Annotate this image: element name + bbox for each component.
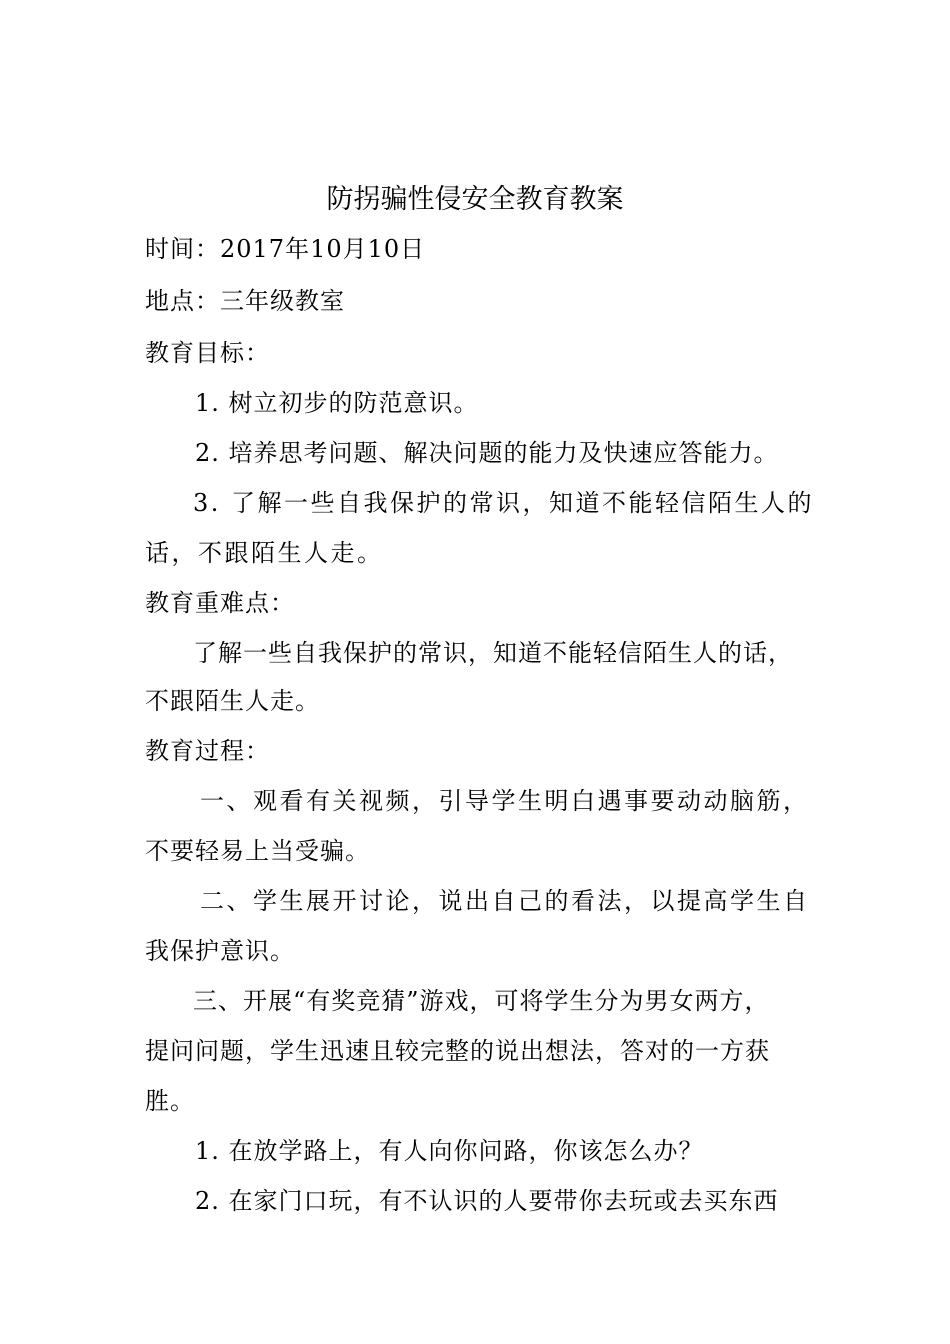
process-heading: 教育过程： <box>145 737 270 765</box>
key-points-heading: 教育重难点： <box>145 589 295 617</box>
process-step-1-line-2: 不要轻易上当受骗。 <box>145 837 370 865</box>
process-step-1-line-1: 一、观看有关视频，引导学生明白遇事要动动脑筋， <box>200 787 810 815</box>
question-item-1: 1. 在放学路上，有人向你问路，你该怎么办？ <box>195 1137 704 1165</box>
process-step-3-line-1: 三、开展“有奖竞猜”游戏，可将学生分为男女两方， <box>193 987 770 1015</box>
key-points-line-2: 不跟陌生人走。 <box>145 687 320 715</box>
question-item-2: 2. 在家门口玩，有不认识的人要带你去玩或去买东西 <box>195 1187 779 1215</box>
process-step-3-line-3: 胜。 <box>145 1087 195 1115</box>
goal-item-2: 2. 培养思考问题、解决问题的能力及快速应答能力。 <box>195 439 779 467</box>
process-step-2-line-2: 我保护意识。 <box>145 937 295 965</box>
goal-item-1: 1. 树立初步的防范意识。 <box>195 389 479 417</box>
location-line: 地点：三年级教室 <box>145 287 345 315</box>
goals-heading: 教育目标： <box>145 339 270 367</box>
key-points-line-1: 了解一些自我保护的常识，知道不能轻信陌生人的话， <box>193 639 793 667</box>
process-step-2-line-1: 二、学生展开讨论，说出自己的看法，以提高学生自 <box>200 887 810 915</box>
time-line: 时间：2017年10月10日 <box>145 235 426 263</box>
document-title: 防拐骗性侵安全教育教案 <box>326 184 624 215</box>
process-step-3-line-2: 提问问题，学生迅速且较完整的说出想法，答对的一方获 <box>145 1037 770 1065</box>
goal-item-3-line-2: 话，不跟陌生人走。 <box>145 539 384 567</box>
goal-item-3-line-1: 3. 了解一些自我保护的常识，知道不能轻信陌生人的 <box>193 489 815 517</box>
